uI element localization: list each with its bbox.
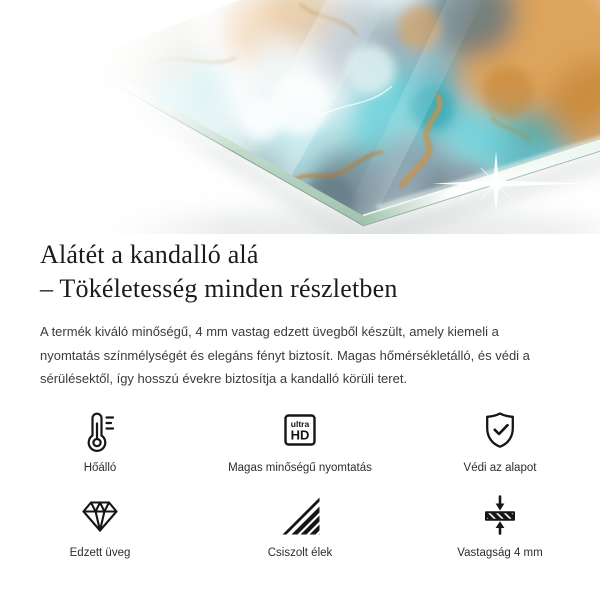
feature-label: Edzett üveg: [69, 546, 131, 559]
feature-thickness: [400, 492, 600, 559]
feature-label: Vastagság 4 mm: [457, 546, 543, 559]
product-photo: [0, 0, 600, 234]
feature-base-protection: [400, 407, 600, 474]
feature-label: Védi az alapot: [463, 461, 537, 474]
feature-polished-edges: [200, 492, 400, 559]
svg-text:ultra: ultra: [290, 418, 310, 429]
ultra-hd-icon: [278, 407, 322, 453]
feature-label: Hőálló: [83, 461, 117, 474]
thickness-arrows-icon-svg: [478, 493, 522, 537]
ultra-hd-icon-svg: [278, 408, 322, 452]
text-block: [0, 238, 600, 391]
feature-label: Magas minőségű nyomtatás: [228, 461, 372, 474]
feature-heat-resistant: [0, 407, 200, 474]
diamond-icon-svg: [78, 493, 122, 537]
shield-check-icon-svg: [478, 408, 522, 452]
feature-label: Csiszolt élek: [267, 546, 333, 559]
thermometer-icon: [78, 407, 122, 453]
feature-tempered-glass: [0, 492, 200, 559]
feature-print-quality: [200, 407, 400, 474]
feature-grid: [0, 407, 600, 559]
product-description: A termék kiváló minőségű, 4 mm vastag edzett üvegből készült, amely kiemeli a nyomtatás színmélységét és elegáns fényt biztosít. Magas hőmérsékletálló, és védi a sérülésektől, így hosszú évekre biztosítja a kandalló körüli teret.: [40, 324, 530, 386]
shield-check-icon: [478, 407, 522, 453]
page-title: [40, 238, 560, 306]
svg-text:HD: HD: [290, 427, 310, 442]
thermometer-icon-svg: [78, 408, 122, 452]
polished-edges-icon-svg: [278, 493, 322, 537]
glass-panel-image: [0, 0, 600, 234]
topleft-white-fade: [0, 0, 380, 150]
polished-edges-icon: [278, 492, 322, 538]
page-title-line2: – Tökéletesség minden részletben: [40, 274, 398, 303]
page-title-line1: Alátét a kandalló alá: [40, 240, 259, 269]
thickness-arrows-icon: [478, 492, 522, 538]
diamond-icon: [78, 492, 122, 538]
